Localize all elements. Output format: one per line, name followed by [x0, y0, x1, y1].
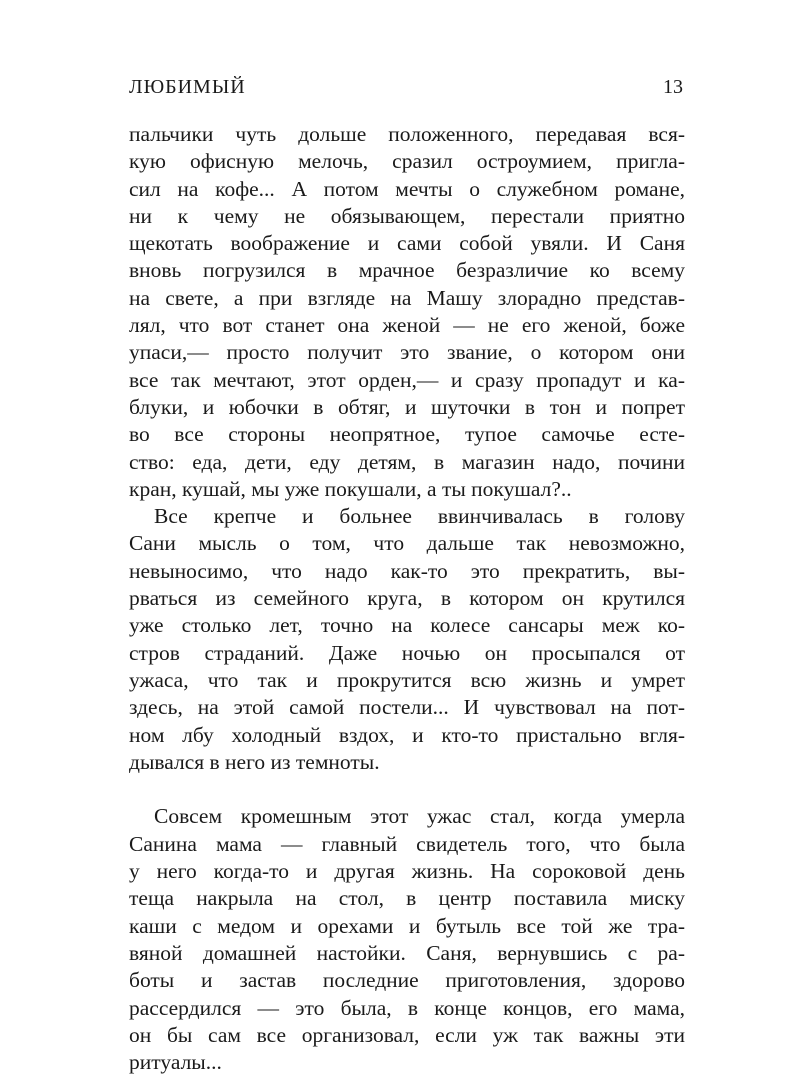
- text-line: теща накрыла на стол, в центр поставила миску: [129, 886, 685, 911]
- text-line: рваться из семейного круга, в котором он крутился: [129, 586, 685, 611]
- text-line: Совсем кромешным этот ужас стал, когда умерла: [154, 804, 685, 829]
- page-number: 13: [663, 76, 683, 98]
- text-line: боты и застав последние приготовления, здорово: [129, 968, 685, 993]
- text-line: ужаса, что так и прокрутится всю жизнь и умрет: [129, 667, 685, 692]
- text-line: стров страданий. Даже ночью он просыпался от: [129, 640, 685, 665]
- text-line: рассердился — это была, в конце концов, его мама,: [129, 995, 685, 1020]
- text-line: щекотать воображение и сами собой увяли. И Саня: [129, 231, 685, 256]
- text-line: дывался в него из темноты.: [129, 749, 380, 774]
- text-line: вновь погрузился в мрачное безразличие ко всему: [129, 258, 685, 283]
- text-line: ство: еда, дети, еду детям, в магазин надо, почини: [129, 449, 685, 474]
- text-line: во все стороны неопрятное, тупое самочье есте-: [129, 422, 685, 447]
- running-head: [129, 76, 685, 102]
- text-line: ни к чему не обязывающем, перестали приятно: [129, 203, 685, 228]
- text-line: лял, что вот станет она женой — не его женой, боже: [129, 313, 685, 338]
- paragraph: [129, 803, 685, 1076]
- paragraph: [129, 503, 685, 776]
- body-text: [129, 121, 685, 1076]
- book-page: [129, 0, 685, 1075]
- text-line: все так мечтают, этот орден,— и сразу пропадут и ка-: [129, 367, 685, 392]
- text-line: он бы сам все организовал, если уж так важны эти: [129, 1022, 685, 1047]
- text-line: блуки, и юбочки в обтяг, и шуточки в тон и попрет: [129, 394, 685, 419]
- text-line: Санина мама — главный свидетель того, что была: [129, 831, 685, 856]
- text-line: кую офисную мелочь, сразил остроумием, пригла-: [129, 149, 685, 174]
- text-line: на свете, а при взгляде на Машу злорадно представ-: [129, 285, 685, 310]
- text-line: каши с медом и орехами и бутыль все той же тра-: [129, 913, 685, 938]
- text-line: у него когда-то и другая жизнь. На сороковой день: [129, 859, 685, 884]
- text-line: Сани мысль о том, что дальше так невозможно,: [129, 531, 685, 556]
- text-line: вяной домашней настойки. Саня, вернувшись с ра-: [129, 940, 685, 965]
- text-line: сил на кофе... А потом мечты о служебном романе,: [129, 176, 685, 201]
- text-line: пальчики чуть дольше положенного, передавая вся-: [129, 122, 685, 146]
- text-line: ном лбу холодный вздох, и кто-то пристально вгля-: [129, 722, 685, 747]
- text-line: здесь, на этой самой постели... И чувствовал на пот-: [129, 695, 685, 720]
- text-line: кран, кушай, мы уже покушали, а ты покушал?..: [129, 476, 572, 501]
- text-line: уже столько лет, точно на колесе сансары меж ко-: [129, 613, 685, 638]
- running-title: ЛЮБИМЫЙ: [129, 76, 246, 98]
- text-line: невыносимо, что надо как-то это прекратить, вы-: [129, 558, 685, 583]
- text-line: ритуалы...: [129, 1050, 222, 1075]
- paragraph: [129, 121, 685, 503]
- text-line: упаси,— просто получит это звание, о котором они: [129, 340, 685, 365]
- section-break: [129, 776, 685, 803]
- text-line: Все крепче и больнее ввинчивалась в голову: [154, 504, 685, 529]
